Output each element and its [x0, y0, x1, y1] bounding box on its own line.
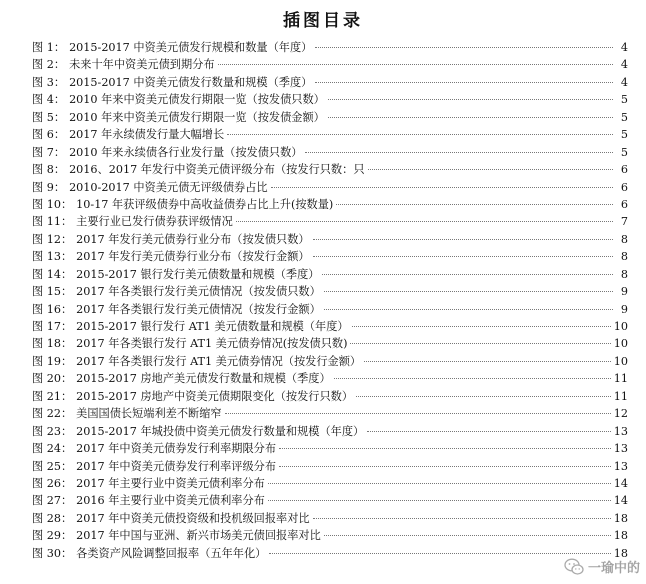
figure-title: 2017 年发行美元债券行业分布（按发行金额） — [76, 250, 310, 264]
page-number: 10 — [613, 337, 628, 351]
toc-entry[interactable] — [32, 301, 628, 318]
page-number: 5 — [620, 128, 628, 142]
toc-entry[interactable] — [32, 423, 628, 440]
page-number: 6 — [620, 197, 628, 211]
toc-entry[interactable] — [32, 440, 628, 457]
figure-number: 图 20： — [32, 372, 73, 386]
figure-number: 图 8： — [32, 163, 66, 177]
page-title: 插图目录 — [283, 11, 363, 31]
dot-leader — [315, 47, 613, 48]
page-number: 14 — [613, 494, 628, 508]
figure-title: 各类资产风险调整回报率（五年年化） — [76, 546, 267, 560]
page-number: 6 — [620, 163, 628, 177]
toc-entry[interactable] — [32, 405, 628, 422]
figure-number: 图 4： — [32, 93, 66, 107]
page-number: 8 — [620, 232, 628, 246]
dot-leader — [279, 448, 611, 449]
figure-title: 2017 年发行美元债券行业分布（按发债只数） — [76, 232, 310, 246]
figure-title: 2010 年来中资美元债发行期限一览（按发债只数） — [69, 93, 325, 107]
toc-entry[interactable] — [32, 196, 628, 213]
toc-entry[interactable] — [32, 248, 628, 265]
figure-title: 2017 年中资美元债券发行利率评级分布 — [76, 459, 277, 473]
figure-number: 图 18： — [32, 337, 73, 351]
figure-number: 图 15： — [32, 285, 73, 299]
page-number: 18 — [613, 511, 628, 525]
dot-leader — [352, 326, 611, 327]
figure-number: 图 17： — [32, 320, 73, 333]
figure-title: 2017 年中国与亚洲、新兴市场美元债回报率对比 — [76, 529, 321, 543]
page-number: 4 — [620, 58, 628, 72]
figure-number: 图 21： — [32, 389, 73, 403]
dot-leader — [305, 152, 613, 153]
dot-leader — [268, 500, 611, 501]
dot-leader — [279, 466, 611, 467]
dot-leader — [356, 396, 611, 397]
toc-entry[interactable] — [32, 231, 628, 248]
figure-number: 图 22： — [32, 407, 73, 421]
toc-entry[interactable] — [32, 492, 628, 509]
dot-leader — [315, 82, 613, 83]
dot-leader — [324, 535, 611, 536]
figure-title: 2017 年中资美元债券发行利率期限分布 — [76, 442, 277, 456]
toc-entry[interactable] — [32, 527, 628, 544]
toc-entry[interactable] — [32, 126, 628, 143]
figure-title: 2015-2017 中资美元债发行数量和规模（季度） — [69, 75, 313, 89]
toc-entry[interactable] — [32, 388, 628, 405]
figure-number: 图 7： — [32, 145, 66, 159]
figure-title: 主要行业已发行债券获评级情况 — [76, 215, 233, 229]
toc-entry[interactable] — [32, 179, 628, 196]
figure-title: 2016、2017 年发行中资美元债评级分布（按发行只数：只 — [69, 163, 365, 177]
figure-number: 图 6： — [32, 128, 66, 142]
page-number: 11 — [613, 389, 628, 403]
figure-title: 2015-2017 银行发行美元债数量和规模（季度） — [76, 267, 320, 281]
watermark-text: 一瑜中的 — [587, 561, 640, 576]
figure-number: 图 5： — [32, 110, 66, 124]
figure-title: 未来十年中资美元债到期分布 — [69, 58, 215, 72]
toc-entry[interactable] — [32, 283, 628, 300]
page-number: 9 — [620, 302, 628, 316]
toc-entry[interactable] — [32, 109, 628, 126]
figure-number: 图 19： — [32, 354, 73, 368]
dot-leader — [225, 413, 611, 414]
figure-number: 图 28： — [32, 511, 73, 525]
dot-leader — [368, 169, 613, 170]
figure-number: 图 14： — [32, 267, 73, 281]
dot-leader — [324, 309, 613, 310]
page-number: 14 — [613, 476, 628, 490]
figure-number: 图 30： — [32, 546, 73, 560]
page-number: 4 — [620, 75, 628, 89]
figure-number: 图 16： — [32, 302, 73, 316]
figure-title: 2017 年各类银行发行 AT1 美元债券情况(按发债只数) — [76, 337, 348, 351]
page-number: 4 — [620, 41, 628, 54]
figure-title: 2015-2017 中资美元债发行规模和数量（年度） — [69, 41, 313, 54]
page-number: 5 — [620, 145, 628, 159]
figure-number: 图 27： — [32, 494, 73, 508]
figure-number: 图 25： — [32, 459, 73, 473]
figure-title: 2017 年各类银行发行 AT1 美元债券情况（按发行金额） — [76, 354, 362, 368]
toc-entry[interactable] — [32, 39, 628, 56]
figure-title: 2017 年各类银行发行美元债情况（按发行金额） — [76, 302, 321, 316]
figure-title: 2010 年来中资美元债发行期限一览（按发债金额） — [69, 110, 325, 124]
dot-leader — [364, 361, 611, 362]
figure-number: 图 9： — [32, 180, 66, 194]
figure-title: 美国国债长短端利差不断缩窄 — [76, 407, 222, 421]
toc-entry[interactable] — [32, 161, 628, 178]
page-number: 11 — [613, 372, 628, 386]
wechat-icon — [564, 558, 584, 576]
page-number: 13 — [613, 442, 628, 456]
dot-leader — [328, 117, 613, 118]
toc-entry[interactable] — [32, 56, 628, 73]
dot-leader — [367, 431, 611, 432]
figure-title: 2015-2017 银行发行 AT1 美元债数量和规模（年度） — [76, 320, 349, 333]
page-number: 7 — [620, 215, 628, 229]
toc-entry[interactable] — [32, 353, 628, 370]
figure-title: 2015-2017 年城投债中资美元债发行数量和规模（年度） — [76, 424, 365, 438]
page-number: 18 — [613, 546, 628, 560]
figure-number: 图 11： — [32, 215, 73, 229]
toc-entry[interactable] — [32, 91, 628, 108]
page-number: 10 — [613, 320, 628, 333]
figure-title: 2010-2017 中资美元债无评级债券占比 — [69, 180, 268, 194]
figure-title: 2010 年来永续债各行业发行量（按发债只数） — [69, 145, 303, 159]
page-number: 8 — [620, 250, 628, 264]
figure-number: 图 29： — [32, 529, 73, 543]
figure-title: 2015-2017 房地产中资美元债期限变化（按发行只数） — [76, 389, 354, 403]
dot-leader — [350, 343, 610, 344]
figure-number: 图 23： — [32, 424, 73, 438]
dot-leader — [227, 134, 613, 135]
page-number: 8 — [620, 267, 628, 281]
dot-leader — [313, 518, 611, 519]
page-number: 5 — [620, 110, 628, 124]
figure-title: 2017 年永续债发行量大幅增长 — [69, 128, 225, 142]
dot-leader — [324, 291, 613, 292]
figure-title: 2017 年主要行业中资美元债利率分布 — [76, 476, 265, 490]
figure-number: 图 10： — [32, 197, 73, 211]
figure-title: 10-17 年获评级债券中高收益债券占比上升(按数量) — [76, 197, 334, 211]
toc-entry[interactable] — [32, 74, 628, 91]
toc-entry[interactable] — [32, 510, 628, 527]
dot-leader — [322, 274, 613, 275]
figure-number: 图 24： — [32, 442, 73, 456]
dot-leader — [268, 483, 611, 484]
toc-entry[interactable] — [32, 213, 628, 230]
page-number: 13 — [613, 424, 628, 438]
page-number: 18 — [613, 529, 628, 543]
dot-leader — [218, 64, 613, 65]
figure-title: 2017 年中资美元债投资级和投机级回报率对比 — [76, 511, 310, 525]
dot-leader — [334, 378, 611, 379]
figure-number: 图 12： — [32, 232, 73, 246]
dot-leader — [336, 204, 613, 205]
page-number: 6 — [620, 180, 628, 194]
figure-number: 图 1： — [32, 41, 66, 54]
figure-number: 图 2： — [32, 58, 66, 72]
toc-entry[interactable] — [32, 458, 628, 475]
page-number: 9 — [620, 285, 628, 299]
toc-entry[interactable] — [32, 545, 628, 562]
page-number: 12 — [613, 407, 628, 421]
dot-leader — [313, 239, 613, 240]
toc-entry[interactable] — [32, 266, 628, 283]
dot-leader — [313, 256, 613, 257]
dot-leader — [271, 187, 613, 188]
toc-entry[interactable] — [32, 475, 628, 492]
watermark — [564, 557, 640, 576]
toc-entry[interactable] — [32, 144, 628, 161]
page-number: 10 — [613, 354, 628, 368]
figure-number: 图 13： — [32, 250, 73, 264]
figure-title: 2015-2017 房地产美元债发行数量和规模（季度） — [76, 372, 331, 386]
figure-number: 图 26： — [32, 476, 73, 490]
toc-entry[interactable] — [32, 370, 628, 387]
dot-leader — [236, 221, 613, 222]
page-number: 13 — [613, 459, 628, 473]
figure-number: 图 3： — [32, 75, 66, 89]
toc-entry[interactable] — [32, 318, 628, 335]
toc-entry[interactable] — [32, 335, 628, 352]
dot-leader — [269, 553, 610, 554]
figure-title: 2017 年各类银行发行美元债情况（按发债只数） — [76, 285, 321, 299]
dot-leader — [328, 99, 613, 100]
page-number: 5 — [620, 93, 628, 107]
figure-list — [32, 39, 628, 562]
figure-title: 2016 年主要行业中资美元债利率分布 — [76, 494, 265, 508]
